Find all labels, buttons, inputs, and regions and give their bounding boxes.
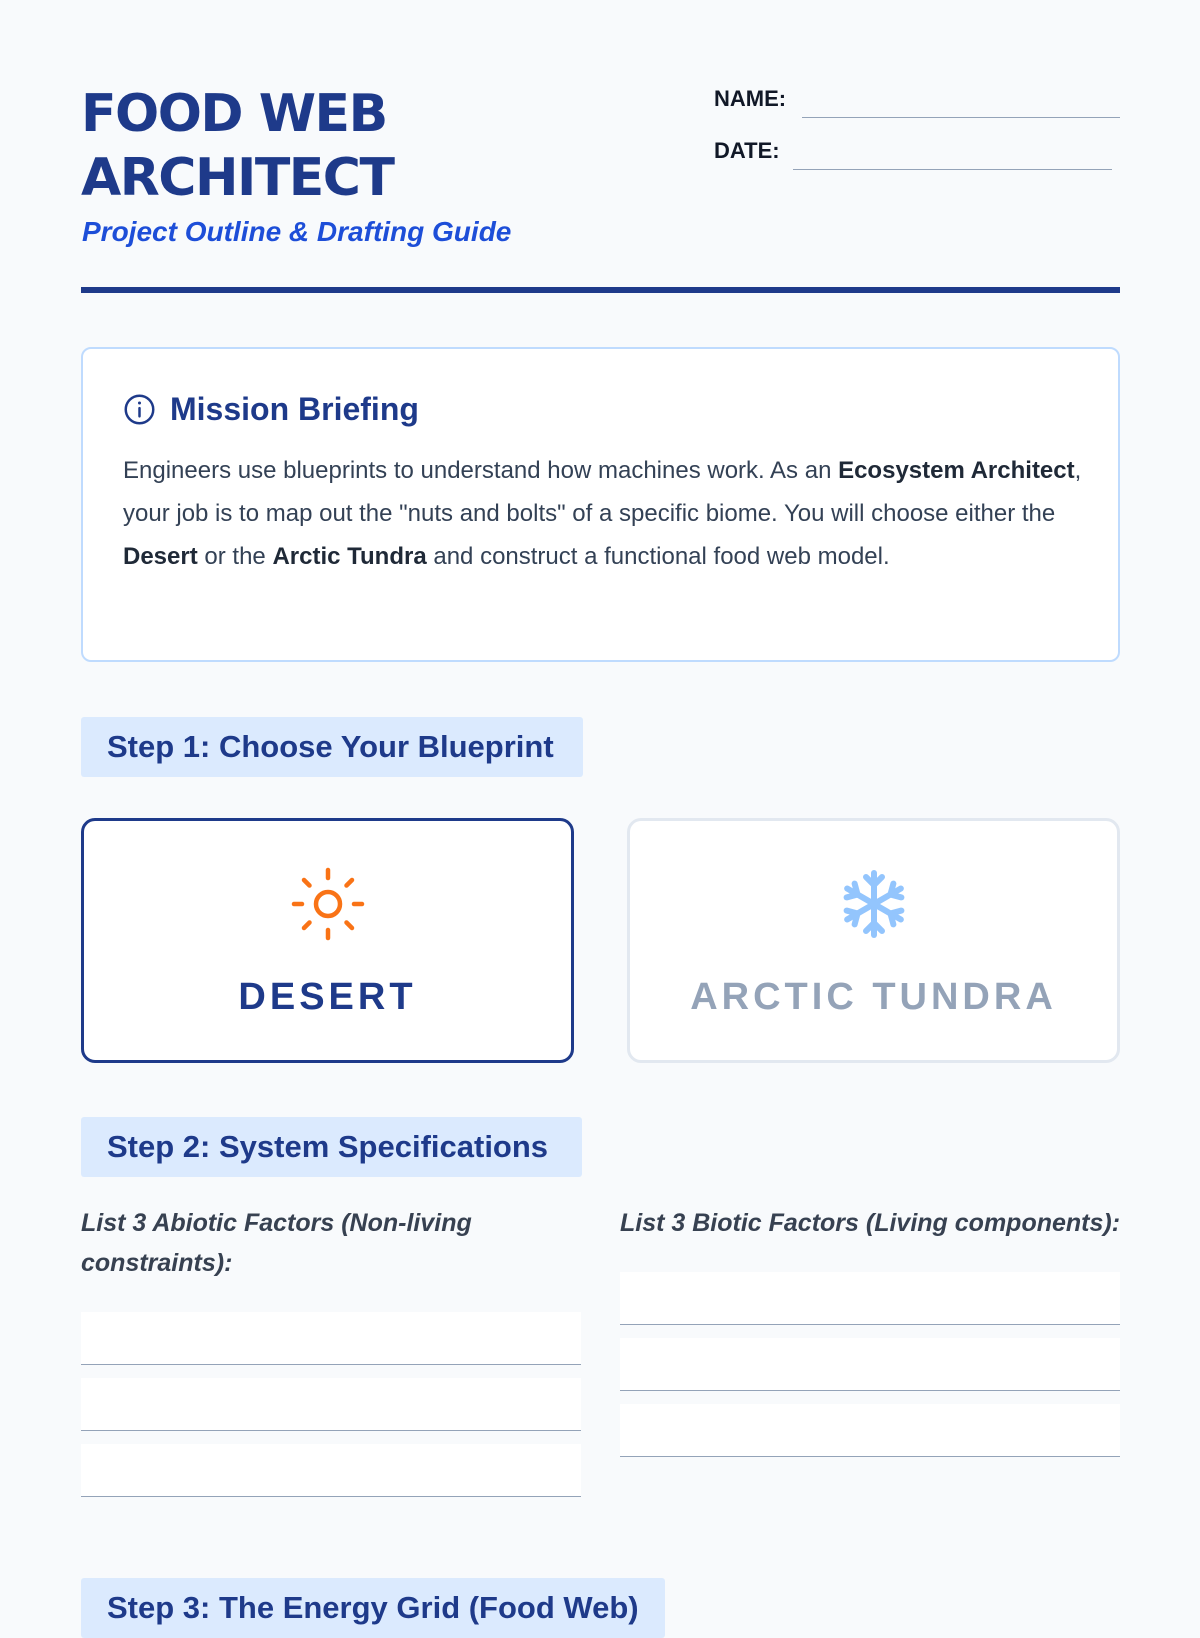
snowflake-icon [836, 866, 912, 942]
biotic-factor-3-input[interactable] [620, 1404, 1120, 1457]
briefing-text [123, 449, 1083, 578]
briefing-text-2: , your job is to map out the "nuts and bolts" of a specific biome. You will choose either the [123, 457, 1082, 527]
biome-option-arctic-tundra[interactable] [627, 818, 1120, 1063]
biotic-factor-1-input[interactable] [620, 1272, 1120, 1325]
step-2-heading: Step 2: System Specifications [81, 1117, 582, 1177]
biotic-factors-section [620, 1203, 1120, 1470]
briefing-bold-arctic-tundra: Arctic Tundra [272, 543, 427, 570]
date-label: DATE: [714, 138, 780, 163]
briefing-text-3: or the [197, 543, 273, 570]
date-line[interactable] [793, 169, 1112, 170]
biotic-factor-2-input[interactable] [620, 1338, 1120, 1391]
briefing-bold-ecosystem-architect: Ecosystem Architect [838, 457, 1075, 484]
abiotic-factor-3-input[interactable] [81, 1444, 581, 1497]
abiotic-inputs [81, 1312, 581, 1497]
briefing-text-4: and construct a functional food web model. [426, 543, 890, 570]
step-3-heading: Step 3: The Energy Grid (Food Web) [81, 1578, 665, 1638]
title-line-1: FOOD WEB [81, 84, 387, 144]
biome-option-desert[interactable] [81, 818, 574, 1063]
title-line-2: ARCHITECT [81, 148, 394, 208]
name-field[interactable] [714, 84, 1120, 136]
sun-icon [290, 866, 366, 942]
info-icon [123, 393, 156, 426]
page-subtitle: Project Outline & Drafting Guide [82, 216, 512, 247]
name-label: NAME: [714, 86, 787, 111]
date-field[interactable] [714, 136, 1120, 188]
biotic-inputs [620, 1272, 1120, 1457]
biome-label-desert: DESERT [238, 976, 417, 1018]
abiotic-factors-label: List 3 Abiotic Factors (Non-living constraints): [81, 1209, 472, 1277]
page-title [81, 82, 393, 210]
biome-label-arctic-tundra: ARCTIC TUNDRA [690, 976, 1057, 1018]
briefing-header [123, 391, 419, 428]
briefing-bold-desert: Desert [123, 543, 198, 570]
abiotic-factor-2-input[interactable] [81, 1378, 581, 1431]
mission-briefing-box [81, 347, 1120, 662]
briefing-title: Mission Briefing [170, 391, 419, 427]
biotic-factors-label: List 3 Biotic Factors (Living components): [620, 1209, 1121, 1237]
name-line[interactable] [802, 117, 1120, 118]
header-divider [81, 287, 1120, 293]
briefing-text-1: Engineers use blueprints to understand how machines work. As an [123, 457, 839, 484]
abiotic-factors-section [81, 1203, 581, 1510]
student-info [714, 84, 1120, 188]
abiotic-factor-1-input[interactable] [81, 1312, 581, 1365]
step-1-heading: Step 1: Choose Your Blueprint [81, 717, 583, 777]
